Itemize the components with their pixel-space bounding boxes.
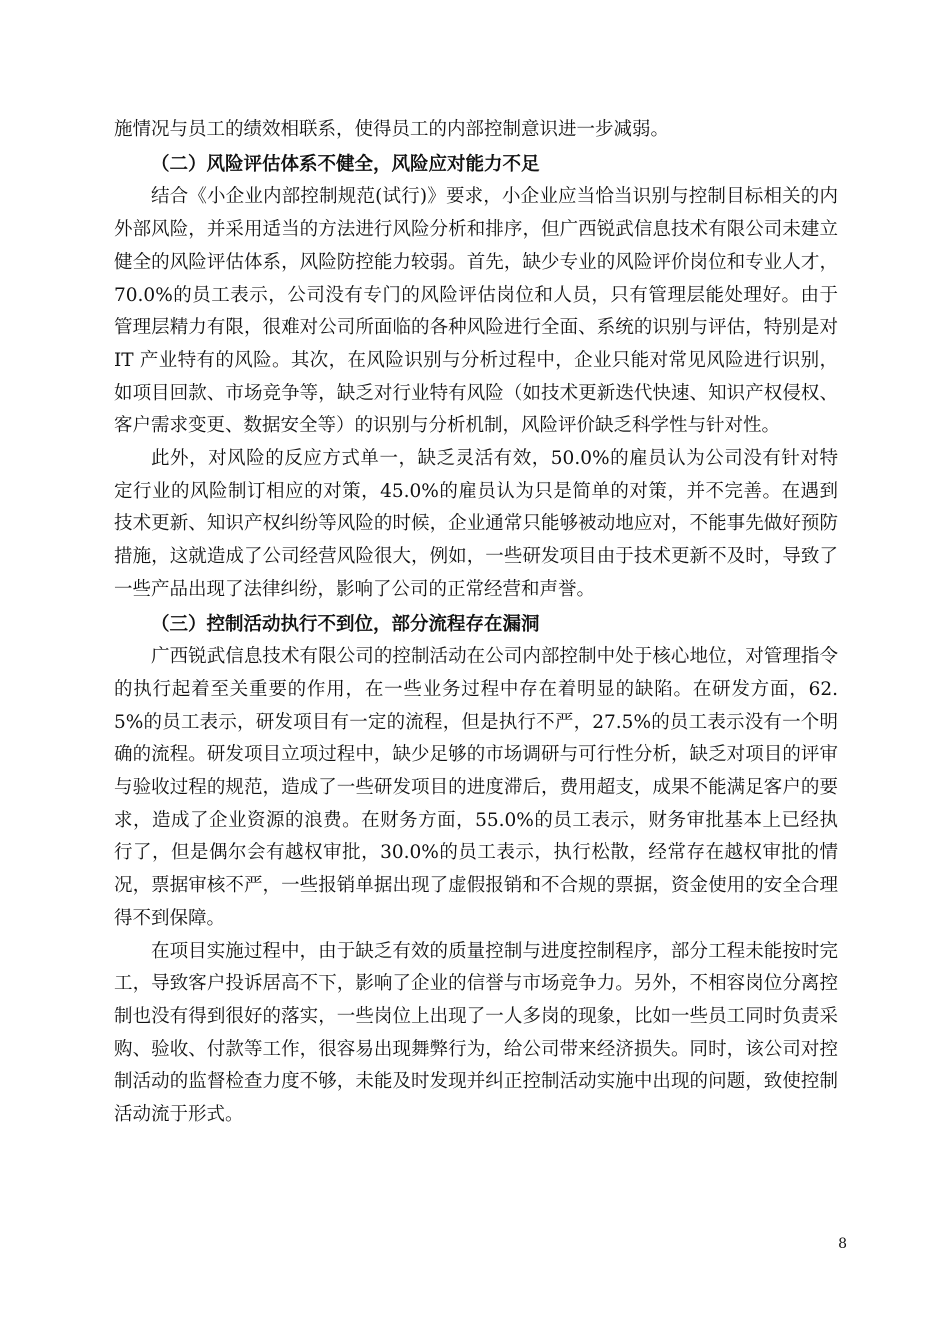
paragraph-continuation: 施情况与员工的绩效相联系，使得员工的内部控制意识进一步减弱。 — [114, 119, 670, 140]
section-heading-3: （三）控制活动执行不到位，部分流程存在漏洞 — [151, 613, 540, 635]
paragraph-project-implementation: 在项目实施过程中，由于缺乏有效的质量控制与进度控制程序，部分工程未能按时完工，导致客户投诉居高不下，影响了企业的信誉与市场竞争力。另外，不相容岗位分离控制也没有得到很好的落实，一些岗位上出现了一人多岗的现象，比如一些员工同时负责采购、验收、付款等工作，很容易出现舞弊行为，给公司带来经济损失。同时，该公司对控制活动的监督检查力度不够，未能及时发现并纠正控制活动实施中出现的问题，致使控制活动流于形式。 — [114, 940, 838, 1126]
page-number: 8 — [838, 1236, 847, 1252]
section-heading-2: （二）风险评估体系不健全，风险应对能力不足 — [151, 153, 540, 175]
paragraph-risk-response: 此外，对风险的反应方式单一，缺乏灵活有效，50.0%的雇员认为公司没有针对特定行业的风险制订相应的对策，45.0%的雇员认为只是简单的对策，并不完善。在遇到技术更新、知识产权纠纷等风险的时候，企业通常只能够被动地应对，不能事先做好预防措施，这就造成了公司经营风险很大，例如，一些研发项目由于技术更新不及时，导致了一些产品出现了法律纠纷，影响了公司的正常经营和声誉。 — [114, 448, 838, 600]
document-body — [114, 114, 838, 1132]
paragraph-control-activities: 广西锐武信息技术有限公司的控制活动在公司内部控制中处于核心地位，对管理指令的执行起着至关重要的作用，在一些业务过程中存在着明显的缺陷。在研发方面，62.5%的员工表示，研发项目有一定的流程，但是执行不严，27.5%的员工表示没有一个明确的流程。研发项目立项过程中，缺少足够的市场调研与可行性分析，缺乏对项目的评审与验收过程的规范，造成了一些研发项目的进度滞后，费用超支，成果不能满足客户的要求，造成了企业资源的浪费。在财务方面，55.0%的员工表示，财务审批基本上已经执行了，但是偶尔会有越权审批，30.0%的员工表示，执行松散，经常存在越权审批的情况，票据审核不严，一些报销单据出现了虚假报销和不合规的票据，资金使用的安全合理得不到保障。 — [114, 646, 838, 929]
paragraph-risk-assessment: 结合《小企业内部控制规范(试行)》要求，小企业应当恰当识别与控制目标相关的内外部风险，并采用适当的方法进行风险分析和排序，但广西锐武信息技术有限公司未建立健全的风险评估体系，风险防控能力较弱。首先，缺少专业的风险评价岗位和专业人才，70.0%的员工表示，公司没有专门的风险评估岗位和人员，只有管理层能处理好。由于管理层精力有限，很难对公司所面临的各种风险进行全面、系统的识别与评估，特别是对 IT 产业特有的风险。其次，在风险识别与分析过程中，企业只能对常见风险进行识别，如项目回款、市场竞争等，缺乏对行业特有风险（如技术更新迭代快速、知识产权侵权、客户需求变更、数据安全等）的识别与分析机制，风险评价缺乏科学性与针对性。 — [114, 186, 838, 437]
